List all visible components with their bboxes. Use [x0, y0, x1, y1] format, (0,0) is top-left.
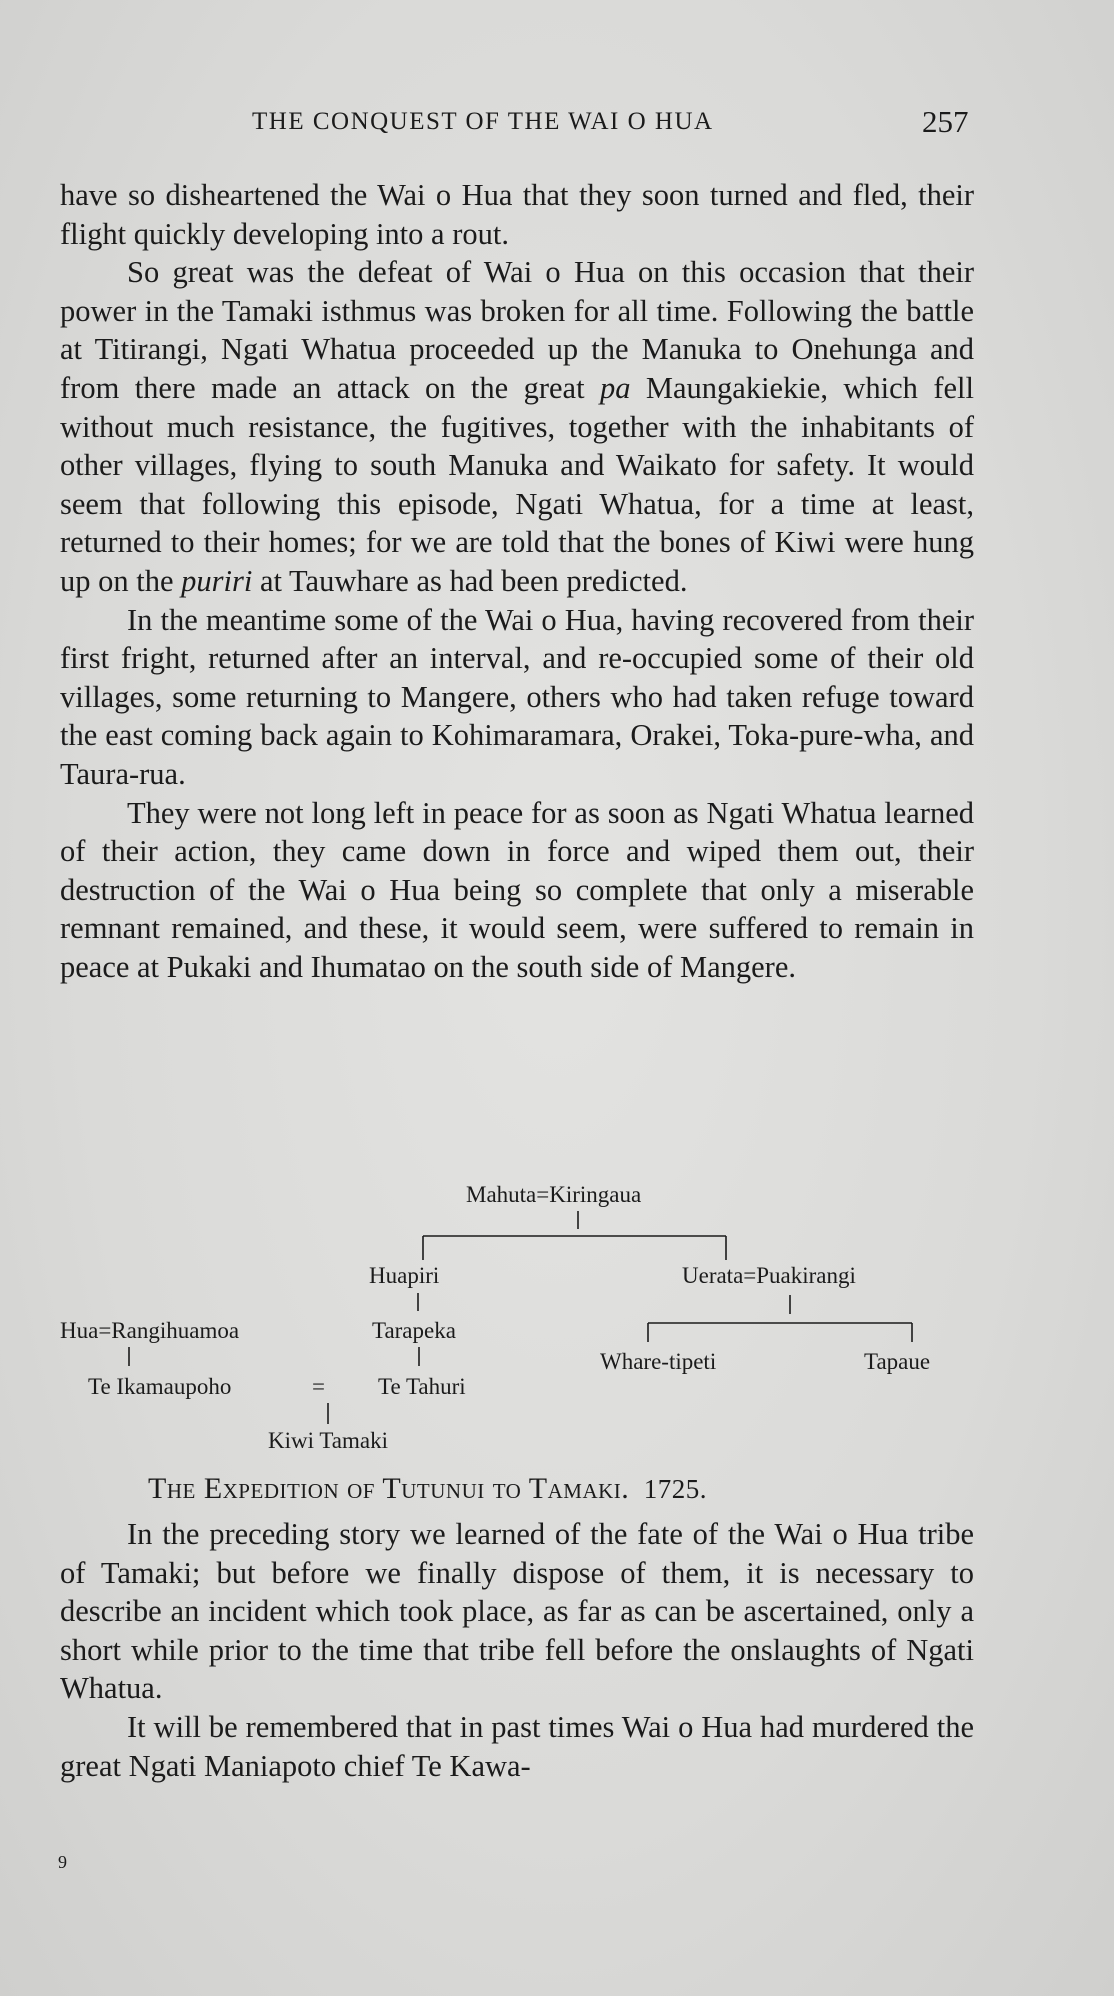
paragraph: It will be remembered that in past times Wai o Hua had murdered the great Ngati Maniapoto chief Te Kawa- [60, 1709, 974, 1783]
genealogy-name-tahuri: Te Tahuri [378, 1374, 466, 1399]
genealogy-name-mahuta: Mahuta=Kiringaua [466, 1182, 642, 1207]
paragraph: In the preceding story we learned of the fate of the Wai o Hua tribe of Tamaki; but before we finally dispose of them, it is necessary to describe an incident which took place, as far as can be ascertained, only a short while prior to the time that tribe fell before the onslaughts of Ngati Whatua. [60, 1517, 974, 1706]
genealogy-name-kiwi: Kiwi Tamaki [268, 1428, 388, 1453]
paragraph: They were not long left in peace for as soon as Ngati Whatua learned of their action, they came down in force and wiped them out, their destruction of the Wai o Hua being so complete that only a miserable remnant remained, and these, it would seem, were suffered to remain in peace at Pukaki and Ihumatao on the south side of Mangere. [60, 795, 974, 984]
genealogy-name-hua: Hua=Rangihuamoa [60, 1318, 240, 1343]
genealogy-marriage-sign: = [312, 1374, 325, 1399]
genealogy-name-uerata: Uerata=Puakirangi [682, 1263, 856, 1288]
genealogy-name-tapaue: Tapaue [864, 1349, 931, 1374]
section-heading: The Expedition of Tutunui to Tamaki. 1725. [148, 1472, 708, 1505]
page-number: 257 [922, 104, 969, 139]
genealogy-name-huapiri: Huapiri [369, 1263, 440, 1288]
section-text [60, 1515, 974, 1785]
genealogy-name-tarapeka: Tarapeka [372, 1318, 456, 1343]
genealogy-name-whare-tipeti: Whare-tipeti [600, 1349, 717, 1374]
running-title: THE CONQUEST OF THE WAI O HUA [252, 108, 714, 135]
paragraph: have so disheartened the Wai o Hua that they soon turned and fled, their flight quickly developing into a rout. [60, 178, 974, 251]
paragraph: So great was the defeat of Wai o Hua on this occasion that their power in the Tamaki isthmus was broken for all time. Following the battle at Titirangi, Ngati Whatua proceeded up the Manuka to Onehunga and from there made an attack on the great pa Maungakiekie, which fell without much resistance, the fugitives, together with the inhabitants of other villages, flying to south Manuka and Waikato for safety. It would seem that following this episode, Ngati Whatua, for a time at least, returned to their homes; for we are told that the bones of Kiwi were hung up on the puriri at Tauwhare as had been predicted. [60, 255, 974, 598]
signature-mark: 9 [58, 1852, 67, 1872]
paragraph: In the meantime some of the Wai o Hua, having recovered from their first fright, returned after an interval, and re-occupied some of their old villages, some returning to Mangere, others who had taken refuge toward the east coming back again to Kohimaramara, Orakei, Toka-pure-wha, and Taura-rua. [60, 602, 974, 791]
genealogy-name-ikamaupoho: Te Ikamaupoho [88, 1374, 232, 1399]
